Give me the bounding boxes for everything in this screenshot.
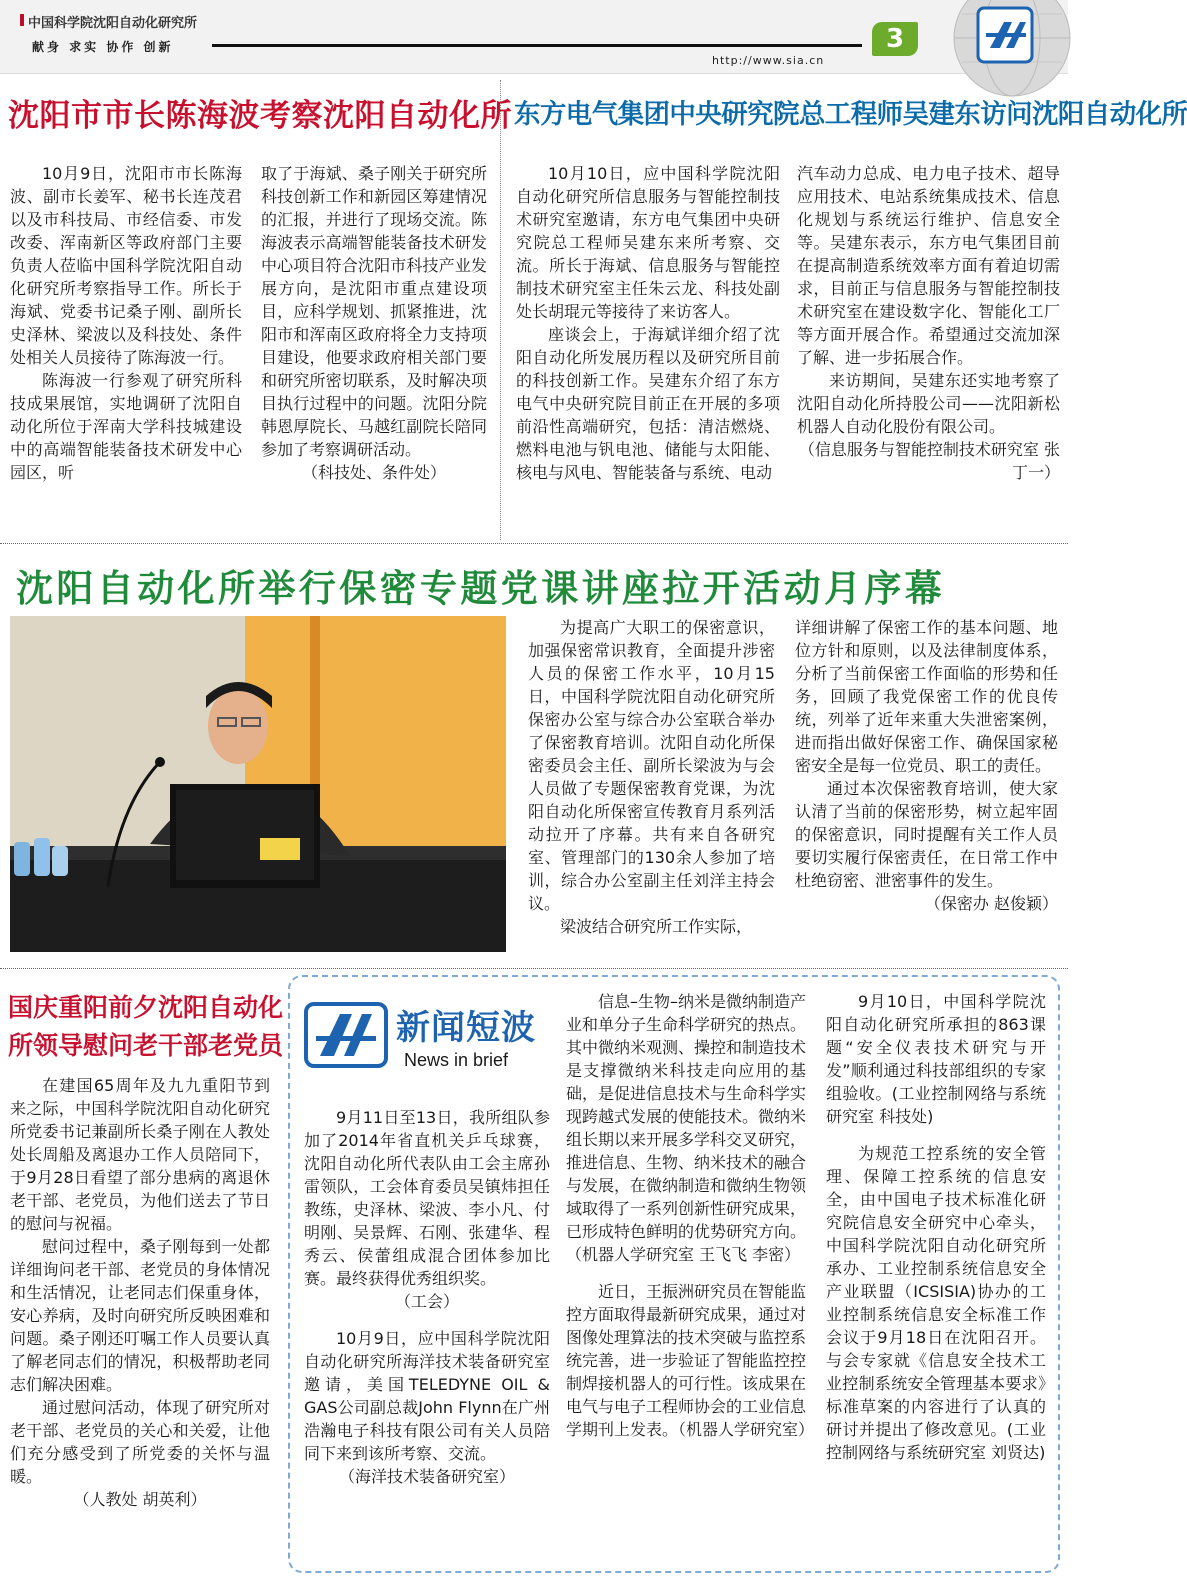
article2-para: 汽车动力总成、电力电子技术、超导应用技术、电站系统集成技术、信息化规划与系统运行维护、信息安全等。吴建东表示，东方电气集团目前在提高制造系统效率方面有着迫切需求，目前正与信息服务与智能控制技术研究室在建设数字化、智能化工厂等方面开展合作。希望通过交流加深了解、进一步拓展合作。	[797, 164, 1060, 367]
article2-col2	[797, 162, 1060, 484]
article4-para: 慰问过程中，桑子刚每到一处都详细询问老干部、老党员的身体情况和生活情况，让老同志们保重身体，安心养病，及时向研究所反映困难和问题。桑子刚还叮嘱工作人员要认真了解老同志们的情况，积极帮助老同志们解决困难。	[10, 1237, 270, 1394]
article1-para: 10月9日，沈阳市市长陈海波、副市长姜军、秘书长连茂君以及市科技局、市经信委、市发改委、浑南新区等政府部门主要负责人莅临中国科学院沈阳自动化研究所考察指导工作。所长于海斌、党委书记桑子刚、副所长史泽林、梁波以及科技处、条件处相关人员接待了陈海波一行。	[10, 164, 242, 367]
brief-col1	[304, 1106, 550, 1488]
brief-item: 10月9日，应中国科学院沈阳自动化研究所海洋技术装备研究室邀请，美国TELEDYNE OIL & GAS公司副总裁John Flynn在广州浩瀚电子科技有限公司有关人员陪同下来到该所考察、交流。	[304, 1329, 550, 1463]
article1-col2	[261, 162, 487, 484]
brief-item: 9月10日，中国科学院沈阳自动化研究所承担的863课题“安全仪表技术研究与开发”顺利通过科技部组织的专家组验收。(工业控制网络与系统研究室 科技处)	[826, 992, 1046, 1126]
header-mark	[20, 14, 24, 26]
header-rule	[212, 44, 862, 47]
article3-col1	[528, 616, 775, 938]
article1-para: 取了于海斌、桑子刚关于研究所科技创新工作和新园区筹建情况的汇报，并进行了现场交流。陈海波表示高端智能装备技术研发中心项目符合沈阳市科技产业发展方向，是沈阳市重点建设项目，应科学规划、抓紧推进，沈阳市和浑南区政府将全力支持项目建设，他要求政府相关部门要和研究所密切联系，及时解决项目执行过程中的问题。沈阳分院韩恩厚院长、马越红副院长陪同参加了考察调研活动。	[261, 164, 487, 459]
brief-item: 信息–生物–纳米是微纳制造产业和单分子生命科学研究的热点。其中微纳米观测、操控和制造技术是支撑微纳米科技走向应用的基础，是促进信息技术与生命科学实现跨越式发展的使能技术。微纳米组长期以来开展多学科交叉研究，推进信息、生物、纳米技术的融合与发展，在微纳制造和微纳生物领域取得了一系列创新性研究成果，已形成特色鲜明的优势研究方向。（机器人学研究室 王飞飞 李密）	[566, 992, 807, 1264]
article3-para: 通过本次保密教育培训，使大家认清了当前的保密形势，树立起牢固的保密意识，同时提醒有关工作人员要切实履行保密责任，在日常工作中杜绝窃密、泄密事件的发生。	[795, 779, 1058, 890]
article1-col1	[10, 162, 242, 484]
article2-col1	[516, 162, 780, 484]
header-url[interactable]: http://www.sia.cn	[712, 54, 825, 67]
article2-source: （信息服务与智能控制技术研究室 张丁一）	[798, 440, 1060, 482]
brief-source: （工会）	[394, 1292, 459, 1311]
article1-title: 沈阳市市长陈海波考察沈阳自动化所	[8, 98, 512, 134]
article1-para: 陈海波一行参观了研究所科技成果展馆，实地调研了沈阳自动化所位于浑南大学科技城建设中的高端智能装备技术研发中心园区，听	[10, 371, 242, 482]
brief-item: 为规范工控系统的安全管理、保障工控系统的信息安全，由中国电子技术标准化研究院信息安全研究中心牵头，中国科学院沈阳自动化研究所承办、工业控制系统信息安全产业联盟（ICSISIA)协办的工业控制系统信息安全标准工作会议于9月18日在沈阳召开。与会专家就《信息安全技术工业控制系统安全管理基本要求》标准草案的内容进行了认真的研讨并提出了修改意见。(工业控制网络与系统研究室 刘贤达)	[826, 1144, 1046, 1462]
article4-title-line1: 国庆重阳前夕沈阳自动化	[8, 993, 284, 1022]
column-divider	[500, 80, 501, 540]
article1-source: （科技处、条件处）	[301, 463, 446, 482]
article2-title: 东方电气集团中央研究院总工程师吴建东访问沈阳自动化所	[514, 99, 1187, 130]
article2-para: 来访期间，吴建东还实地考察了沈阳自动化所持股公司——沈阳新松机器人自动化股份有限公司。	[797, 371, 1060, 436]
brief-col3	[826, 990, 1046, 1464]
article4-title-line2: 所领导慰问老干部老党员	[8, 1031, 284, 1060]
article4-para: 通过慰问活动，体现了研究所对老干部、老党员的关心和关爱，让他们充分感受到了所党委的关怀与温暖。	[10, 1398, 270, 1486]
article4-para: 在建国65周年及九九重阳节到来之际，中国科学院沈阳自动化研究所党委书记兼副所长桑子刚在人教处处长周船及离退办工作人员陪同下，于9月28日看望了部分患病的离退休老干部、老党员，为他们送去了节日的慰问与祝福。	[10, 1076, 270, 1233]
article3-para: 梁波结合研究所工作实际，	[560, 917, 753, 936]
brief-item: 9月11日至13日，我所组队参加了2014年省直机关乒乓球赛，沈阳自动化所代表队由工会主席孙雷领队，工会体育委员吴镇炜担任教练，史泽林、梁波、李小凡、付明刚、吴景辉、石刚、张建华、程秀云、侯蕾组成混合团体参加比赛。最终获得优秀组织奖。	[304, 1108, 550, 1288]
article3-para: 详细讲解了保密工作的基本问题、地位方针和原则，以及法律制度体系，分析了当前保密工作面临的形势和任务，回顾了我党保密工作的优良传统，列举了近年来重大失泄密案例，进而指出做好保密工作、确保国家秘密安全是每一位党员、职工的责任。	[795, 618, 1058, 775]
article4-body	[10, 1074, 270, 1511]
news-brief-title: 新闻短波	[396, 1008, 536, 1048]
article3-source: （保密办 赵俊颖）	[924, 894, 1058, 913]
header-org: 中国科学院沈阳自动化研究所	[28, 16, 198, 31]
brief-col2	[566, 990, 815, 1441]
brief-item: 近日，王振洲研究员在智能监控方面取得最新研究成果，通过对图像处理算法的技术突破与监控系统完善，进一步验证了智能监控控制焊接机器人的可行性。该成果在电气与电子工程师协会的工业信息学期刊上发表。（机器人学研究室）	[566, 1282, 815, 1439]
article3-para: 为提高广大职工的保密意识，加强保密常识教育，全面提升涉密人员的保密工作水平，10月15日，中国科学院沈阳自动化研究所保密办公室与综合办公室联合举办了保密教育培训。沈阳自动化所保密委员会主任、副所长梁波为与会人员做了专题保密教育党课，为沈阳自动化所保密宣传教育月系列活动拉开了序幕。共有来自各研究室、管理部门的130余人参加了培训，综合办公室副主任刘洋主持会议。	[528, 618, 775, 913]
news-brief-subtitle: News in brief	[404, 1050, 509, 1070]
article2-para: 座谈会上，于海斌详细介绍了沈阳自动化所发展历程以及研究所目前的科技创新工作。吴建东介绍了东方电气中央研究院目前正在开展的多项前沿性高端研究，包括：清洁燃烧、燃料电池与钒电池、储能与太阳能、核电与风电、智能装备与系统、电动	[516, 325, 780, 482]
article4-source: （人教处 胡英利）	[73, 1490, 207, 1509]
page-number: 3	[872, 22, 918, 56]
page-header	[0, 0, 1068, 74]
lecture-photo	[10, 616, 506, 952]
article2-para: 10月10日，应中国科学院沈阳自动化研究所信息服务与智能控制技术研究室邀请，东方电气集团中央研究院总工程师吴建东来所考察、交流。所长于海斌、信息服务与智能控制技术研究室主任朱云龙、科技处副处长胡琨元等接待了来访客人。	[516, 164, 780, 321]
article3-col2	[795, 616, 1058, 915]
header-motto: 献身 求实 协作 创新	[32, 40, 174, 54]
sia-logo-globe	[942, 0, 1068, 74]
section-divider	[0, 968, 1068, 969]
brief-source: （海洋技术装备研究室）	[338, 1467, 515, 1486]
section-divider	[0, 543, 1068, 544]
article3-title: 沈阳自动化所举行保密专题党课讲座拉开活动月序幕	[16, 566, 946, 610]
